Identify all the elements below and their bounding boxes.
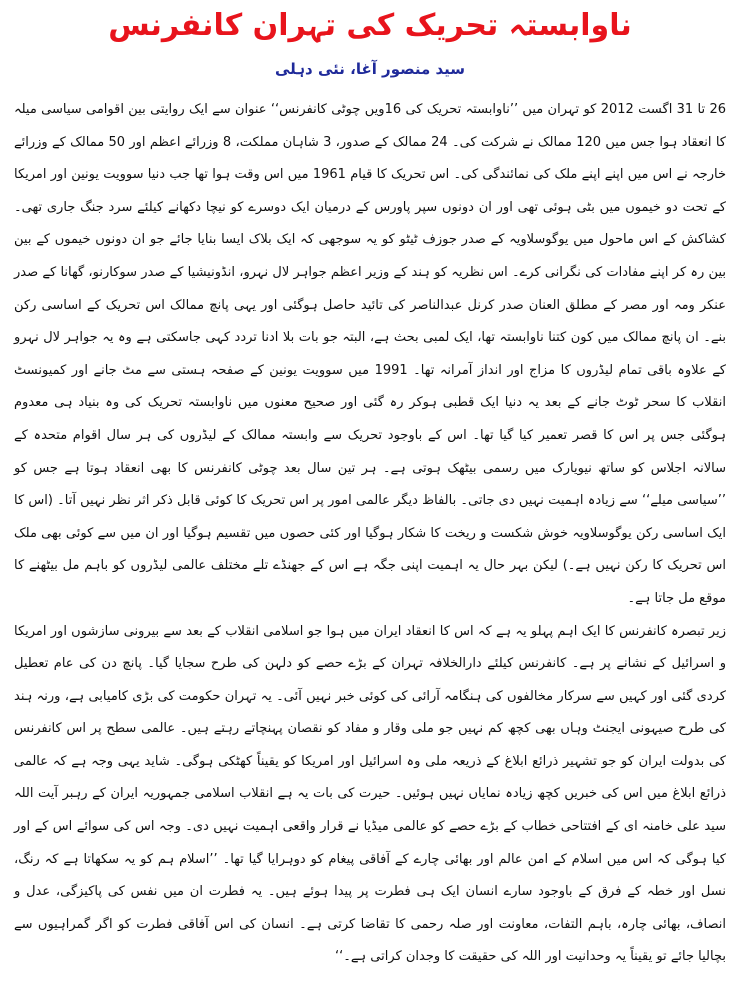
article-byline: سید منصور آغا، نئی دہلی (274, 60, 466, 78)
article-headline: ناوابستہ تحریک کی تہران کانفرنس (108, 8, 632, 43)
article-body (14, 94, 726, 974)
article-paragraph: زیر تبصرہ کانفرنس کا ایک اہم پہلو یہ ہے کہ اس کا انعقاد ایران میں ہوا جو اسلامی انقلاب کے بعد سے بیرونی سازشوں اور امریکا و اسرائیل کے نشانے پر ہے۔ کانفرنس کیلئے دارالخلافہ تہران کے بڑے حصے کو دلہن کی طرح سجایا گیا۔ پانچ دن کی عام تعطیل کردی گئی اور کہیں سے سرکار مخالفوں کی ہنگامہ آرائی کی کوئی خبر نہیں آئی۔ یہ تہران حکومت کی بڑی کامیابی ہے، ورنہ ہند کی طرح صیہونی ایجنٹ وہاں بھی کچھ کم نہیں جو ملی وقار و مفاد کو نقصان پہنچاتے رہتے ہیں۔ عالمی سطح پر اس کانفرنس کی بدولت ایران کو جو تشہیر ذرائع ابلاغ کے ذریعہ ملی وہ اسرائیل اور امریکا کو یقیناً کھٹکی ہوگی۔ شاید یہی وجہ ہے کہ عالمی ذرائع ابلاغ میں اس کی خبریں کچھ زیادہ نمایاں نہیں ہوئیں۔ حیرت کی بات یہ ہے انقلاب اسلامی جمہوریہ ایران کے رہبر آیت اللہ سید علی خامنہ ای کے افتتاحی خطاب کے بڑے حصے کو عالمی میڈیا نے قرار واقعی اہمیت نہیں دی۔ وجہ اس کی سوائے اس کے اور کیا ہوگی کہ اس میں اسلام کے امن عالم اور بھائی چارے کے آفاقی پیغام کو دوہرایا گیا تھا۔ ’’اسلام ہم کو یہ سکھاتا ہے کہ رنگ، نسل اور خطہ کے فرق کے باوجود سارے انسان ایک ہی فطرت پر پیدا ہوئے ہیں۔ یہ فطرت ان میں نفس کی پاکیزگی، عدل و انصاف، بھائی چارہ، باہم التفات، معاونت اور صلہ رحمی کا تقاضا کرتی ہے۔ انسان کی اس آفاقی فطرت کو اگر گمراہیوں سے بچالیا جائے تو یقیناً یہ وحدانیت اور اللہ کی حقیقت کا وجدان کراتی ہے۔‘‘ (14, 623, 726, 965)
article-paragraph: 26 تا 31 اگست 2012 کو تہران میں ’’ناوابستہ تحریک کی 16ویں چوٹی کانفرنس‘‘ عنوان سے ایک روایتی بین اقوامی سیاسی میلہ کا انعقاد ہوا جس میں 120 ممالک نے شرکت کی۔ 24 ممالک کے صدور، 3 شاہان مملکت، 8 وزرائے اعظم اور 50 ممالک کے وزرائے خارجہ نے اس میں اپنے اپنے ملک کی نمائندگی کی۔ اس تحریک کا قیام 1961 میں اس وقت ہوا تھا جب دنیا سوویت یونین اور امریکا کے تحت دو خیموں میں بٹی ہوئی تھی اور ان دونوں سپر پاورس کے درمیان ایک دوسرے کو نیچا دکھانے کیلئے سرد جنگ جاری تھی۔ کشاکش کے اس ماحول میں یوگوسلاویہ کے صدر جوزف ٹیٹو کو یہ سوجھی کہ ایک بلاک ایسا بنایا جائے جو ان دونوں خیموں کے بین بین رہ کر اپنے مفادات کی نگرانی کرے۔ اس نظریہ کو ہند کے وزیر اعظم جواہر لال نہرو، انڈونیشیا کے صدر سوکارنو، گھانا کے صدر عنکر ومہ اور مصر کے مطلق العنان صدر کرنل عبدالناصر کی تائید حاصل ہوگئی اور یہی پانچ ممالک اس تحریک کے اساسی رکن بنے۔ ان پانچ ممالک میں کون کتنا ناوابستہ تھا، ایک لمبی بحث ہے، البتہ جو بات بلا ادنا تردد کہی جاسکتی ہے وہ یہ جواہر لال نہرو کے علاوہ باقی تمام لیڈروں کا مزاج اور انداز آمرانہ تھا۔ 1991 میں سوویت یونین کے صفحہ ہستی سے مٹ جانے اور کمیونسٹ انقلاب کا سحر ٹوٹ جانے کے بعد یہ دنیا ایک قطبی ہوکر رہ گئی اور صحیح معنوں میں ناوابستہ تحریک کی وہ بنیاد ہی معدوم ہوگئی جس پر اس کا قصر تعمیر کیا گیا تھا۔ اس کے باوجود تحریک سے وابستہ ممالک کے لیڈروں کی ہر سال اقوام متحدہ کے سالانہ اجلاس کو ساتھ نیویارک میں رسمی بیٹھک ہوتی ہے۔ ہر تین سال بعد چوٹی کانفرنس کا بھی انعقاد ہوتا ہے جس کو ’’سیاسی میلے‘‘ سے زیادہ اہمیت نہیں دی جاتی۔ بالفاظ دیگر عالمی امور پر اس تحریک کا کوئی قابل ذکر اثر نظر نہیں آتا۔ (اس کا ایک اساسی رکن یوگوسلاویہ خوش شکست و ریخت کا شکار ہوگیا اور کئی حصوں میں تقسیم ہوگیا اور ان میں سے کوئی بھی ملک اس تحریک کا رکن نہیں ہے۔) لیکن بہر حال یہ اہمیت اپنی جگہ ہے اس کے جھنڈے تلے مختلف عالمی لیڈروں کو باہم مل بیٹھنے کا موقع مل جاتا ہے۔ (14, 102, 727, 606)
